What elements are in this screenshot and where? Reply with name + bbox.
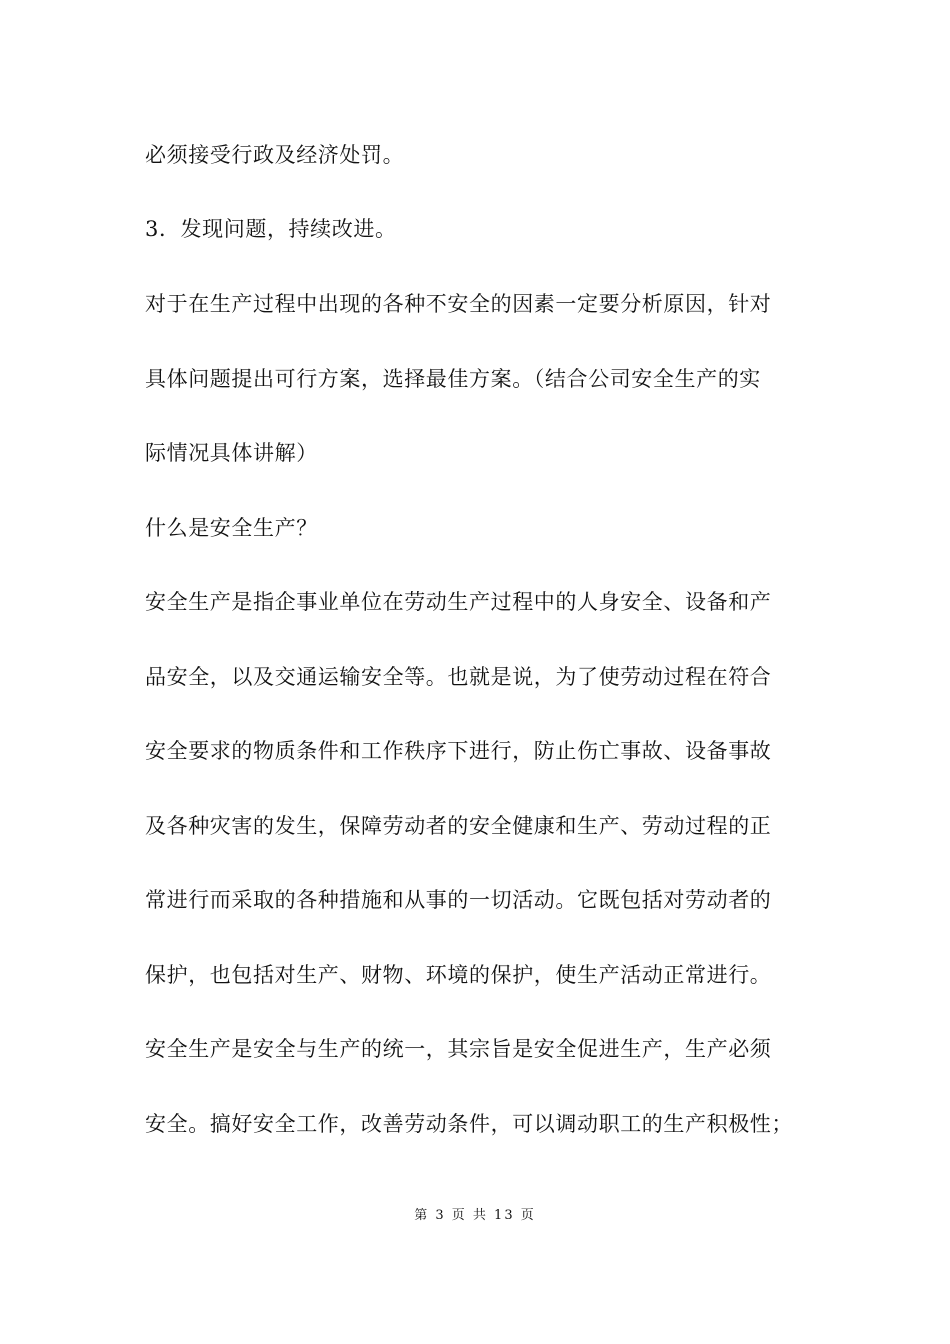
- body-text-line: 必须接受行政及经济处罚。: [145, 143, 405, 167]
- body-text-line: 安全要求的物质条件和工作秩序下进行，防止伤亡事故、设备事故: [145, 739, 772, 763]
- body-text-line: 品安全，以及交通运输安全等。也就是说，为了使劳动过程在符合: [145, 665, 772, 689]
- body-text-line: 保护，也包括对生产、财物、环境的保护，使生产活动正常进行。: [145, 963, 772, 987]
- question-heading: 什么是安全生产？: [145, 516, 318, 540]
- body-text-line: 安全生产是安全与生产的统一，其宗旨是安全促进生产，生产必须: [145, 1037, 772, 1061]
- body-text-line: 安全生产是指企事业单位在劳动生产过程中的人身安全、设备和产: [145, 590, 772, 614]
- body-text-line: 对于在生产过程中出现的各种不安全的因素一定要分析原因，针对: [145, 292, 772, 316]
- body-text-line: 具体问题提出可行方案，选择最佳方案。（结合公司安全生产的实: [145, 367, 761, 391]
- section-heading: 3．发现问题，持续改进。: [145, 217, 397, 241]
- body-text-line: 常进行而采取的各种措施和从事的一切活动。它既包括对劳动者的: [145, 888, 772, 912]
- page-number-footer: 第 3 页 共 13 页: [414, 1208, 536, 1223]
- body-text-line: 安全。搞好安全工作，改善劳动条件，可以调动职工的生产积极性；: [145, 1112, 793, 1136]
- body-text-line: 际情况具体讲解）: [145, 441, 318, 465]
- body-text-line: 及各种灾害的发生，保障劳动者的安全健康和生产、劳动过程的正: [145, 814, 772, 838]
